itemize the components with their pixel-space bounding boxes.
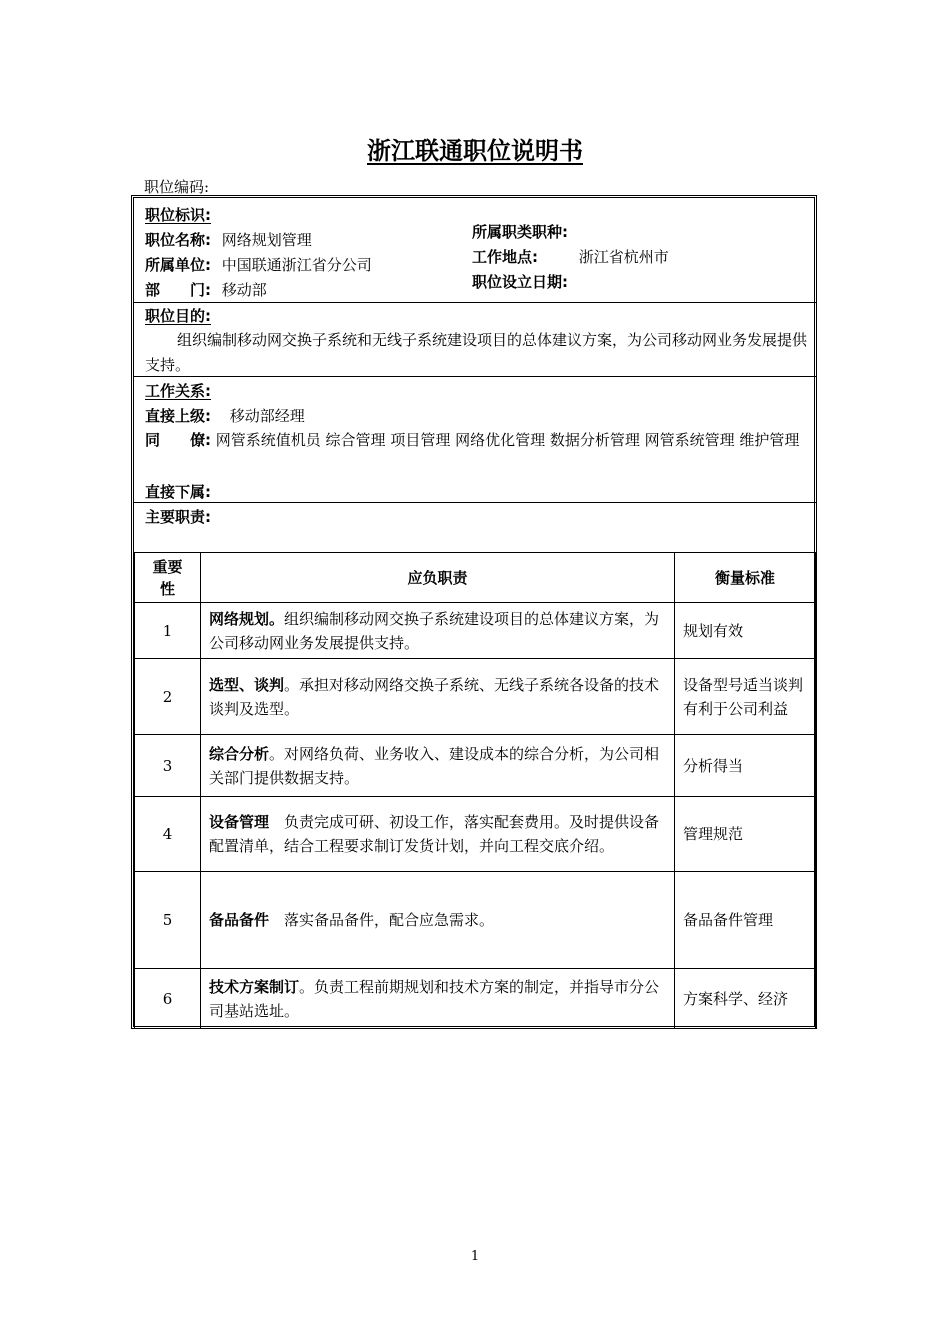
peers-row [145,428,807,453]
table-row [135,797,816,872]
location-label: 工作地点: [472,248,538,266]
row-number: 5 [135,872,201,969]
row-heading: 综合分析 [209,744,270,763]
divider [134,302,816,303]
row-standard: 分析得当 [675,735,816,797]
row-standard: 备品备件管理 [675,872,816,969]
unit-value: 中国联通浙江省分公司 [221,256,372,274]
row-number: 3 [135,735,201,797]
dept-label: 部 门: [145,281,211,299]
table-row [135,872,816,969]
row-responsibility [201,603,675,659]
row-heading: 设备管理 [209,813,270,831]
row-responsibility [201,797,675,872]
row-text: 。对网络负荷、业务收入、建设成本的综合分析，为公司相关部门提供数据支持。 [209,744,660,787]
row-text: 组织编制移动网交换子系统建设项目的总体建议方案，为公司移动网业务发展提供支持。 [209,609,660,652]
document-title: 浙江联通职位说明书 [367,136,583,165]
row-standard: 设备型号适当谈判有利于公司利益 [675,659,816,735]
superior-row [145,405,305,426]
row-heading: 选型、谈判 [209,675,285,694]
row-number: 6 [135,969,201,1029]
row-responsibility [201,969,675,1029]
row-standard: 管理规范 [675,797,816,872]
unit-row [145,254,372,275]
row-heading: 网络规划。 [209,609,285,628]
row-responsibility [201,872,675,969]
position-name-label: 职位名称: [145,231,211,249]
row-heading: 备品备件 [209,911,270,929]
dept-row [145,279,267,300]
row-standard: 方案科学、经济 [675,969,816,1029]
row-text: 。负责工程前期规划和技术方案的制定，并指导市分公司基站选址。 [209,977,660,1020]
row-text: 负责完成可研、初设工作，落实配套费用。及时提供设备配置清单，结合工程要求制订发货计划，并向工程交底介绍。 [209,813,660,855]
header-responsibility: 应负职责 [201,553,675,603]
divider [134,376,816,377]
duties-table [134,552,816,1029]
unit-label: 所属单位: [145,256,211,274]
purpose-section-label: 职位目的: [145,307,211,325]
superior-label: 直接上级: [145,407,211,425]
table-row [135,659,816,735]
table-row [135,603,816,659]
row-number: 2 [135,659,201,735]
location-row [472,246,669,267]
peers-value: 网管系统值机员 综合管理 项目管理 网络优化管理 数据分析管理 网管系统管理 维护管理 [215,431,800,449]
row-number: 4 [135,797,201,872]
page-number: 1 [470,1249,480,1264]
peers-label: 同 僚: [145,431,211,449]
position-code-label: 职位编码: [144,178,210,196]
row-number: 1 [135,603,201,659]
row-standard: 规划有效 [675,603,816,659]
header-standard: 衡量标准 [675,553,816,603]
subordinate-label: 直接下属: [145,483,211,501]
relations-section-label: 工作关系: [145,382,211,400]
row-text: 落实备品备件，配合应急需求。 [269,911,495,929]
table-row [135,735,816,797]
identity-section-label: 职位标识: [145,206,211,224]
dept-value: 移动部 [221,281,267,299]
category-label: 所属职类职种: [472,223,568,241]
position-name-value: 网络规划管理 [221,231,312,249]
superior-value: 移动部经理 [229,407,305,425]
established-date-label: 职位设立日期: [472,273,568,291]
header-importance: 重要性 [135,553,201,603]
table-row [135,969,816,1029]
divider [134,502,816,503]
duties-section-label: 主要职责: [145,508,211,526]
location-value: 浙江省杭州市 [578,248,669,266]
row-responsibility [201,659,675,735]
row-text: 。承担对移动网络交换子系统、无线子系统各设备的技术谈判及选型。 [209,675,660,718]
row-heading: 技术方案制订 [209,977,300,996]
table-header-row [135,553,816,603]
row-responsibility [201,735,675,797]
purpose-text: 组织编制移动网交换子系统和无线子系统建设项目的总体建议方案，为公司移动网业务发展提供支持。 [145,331,808,374]
position-name-row [145,229,312,250]
